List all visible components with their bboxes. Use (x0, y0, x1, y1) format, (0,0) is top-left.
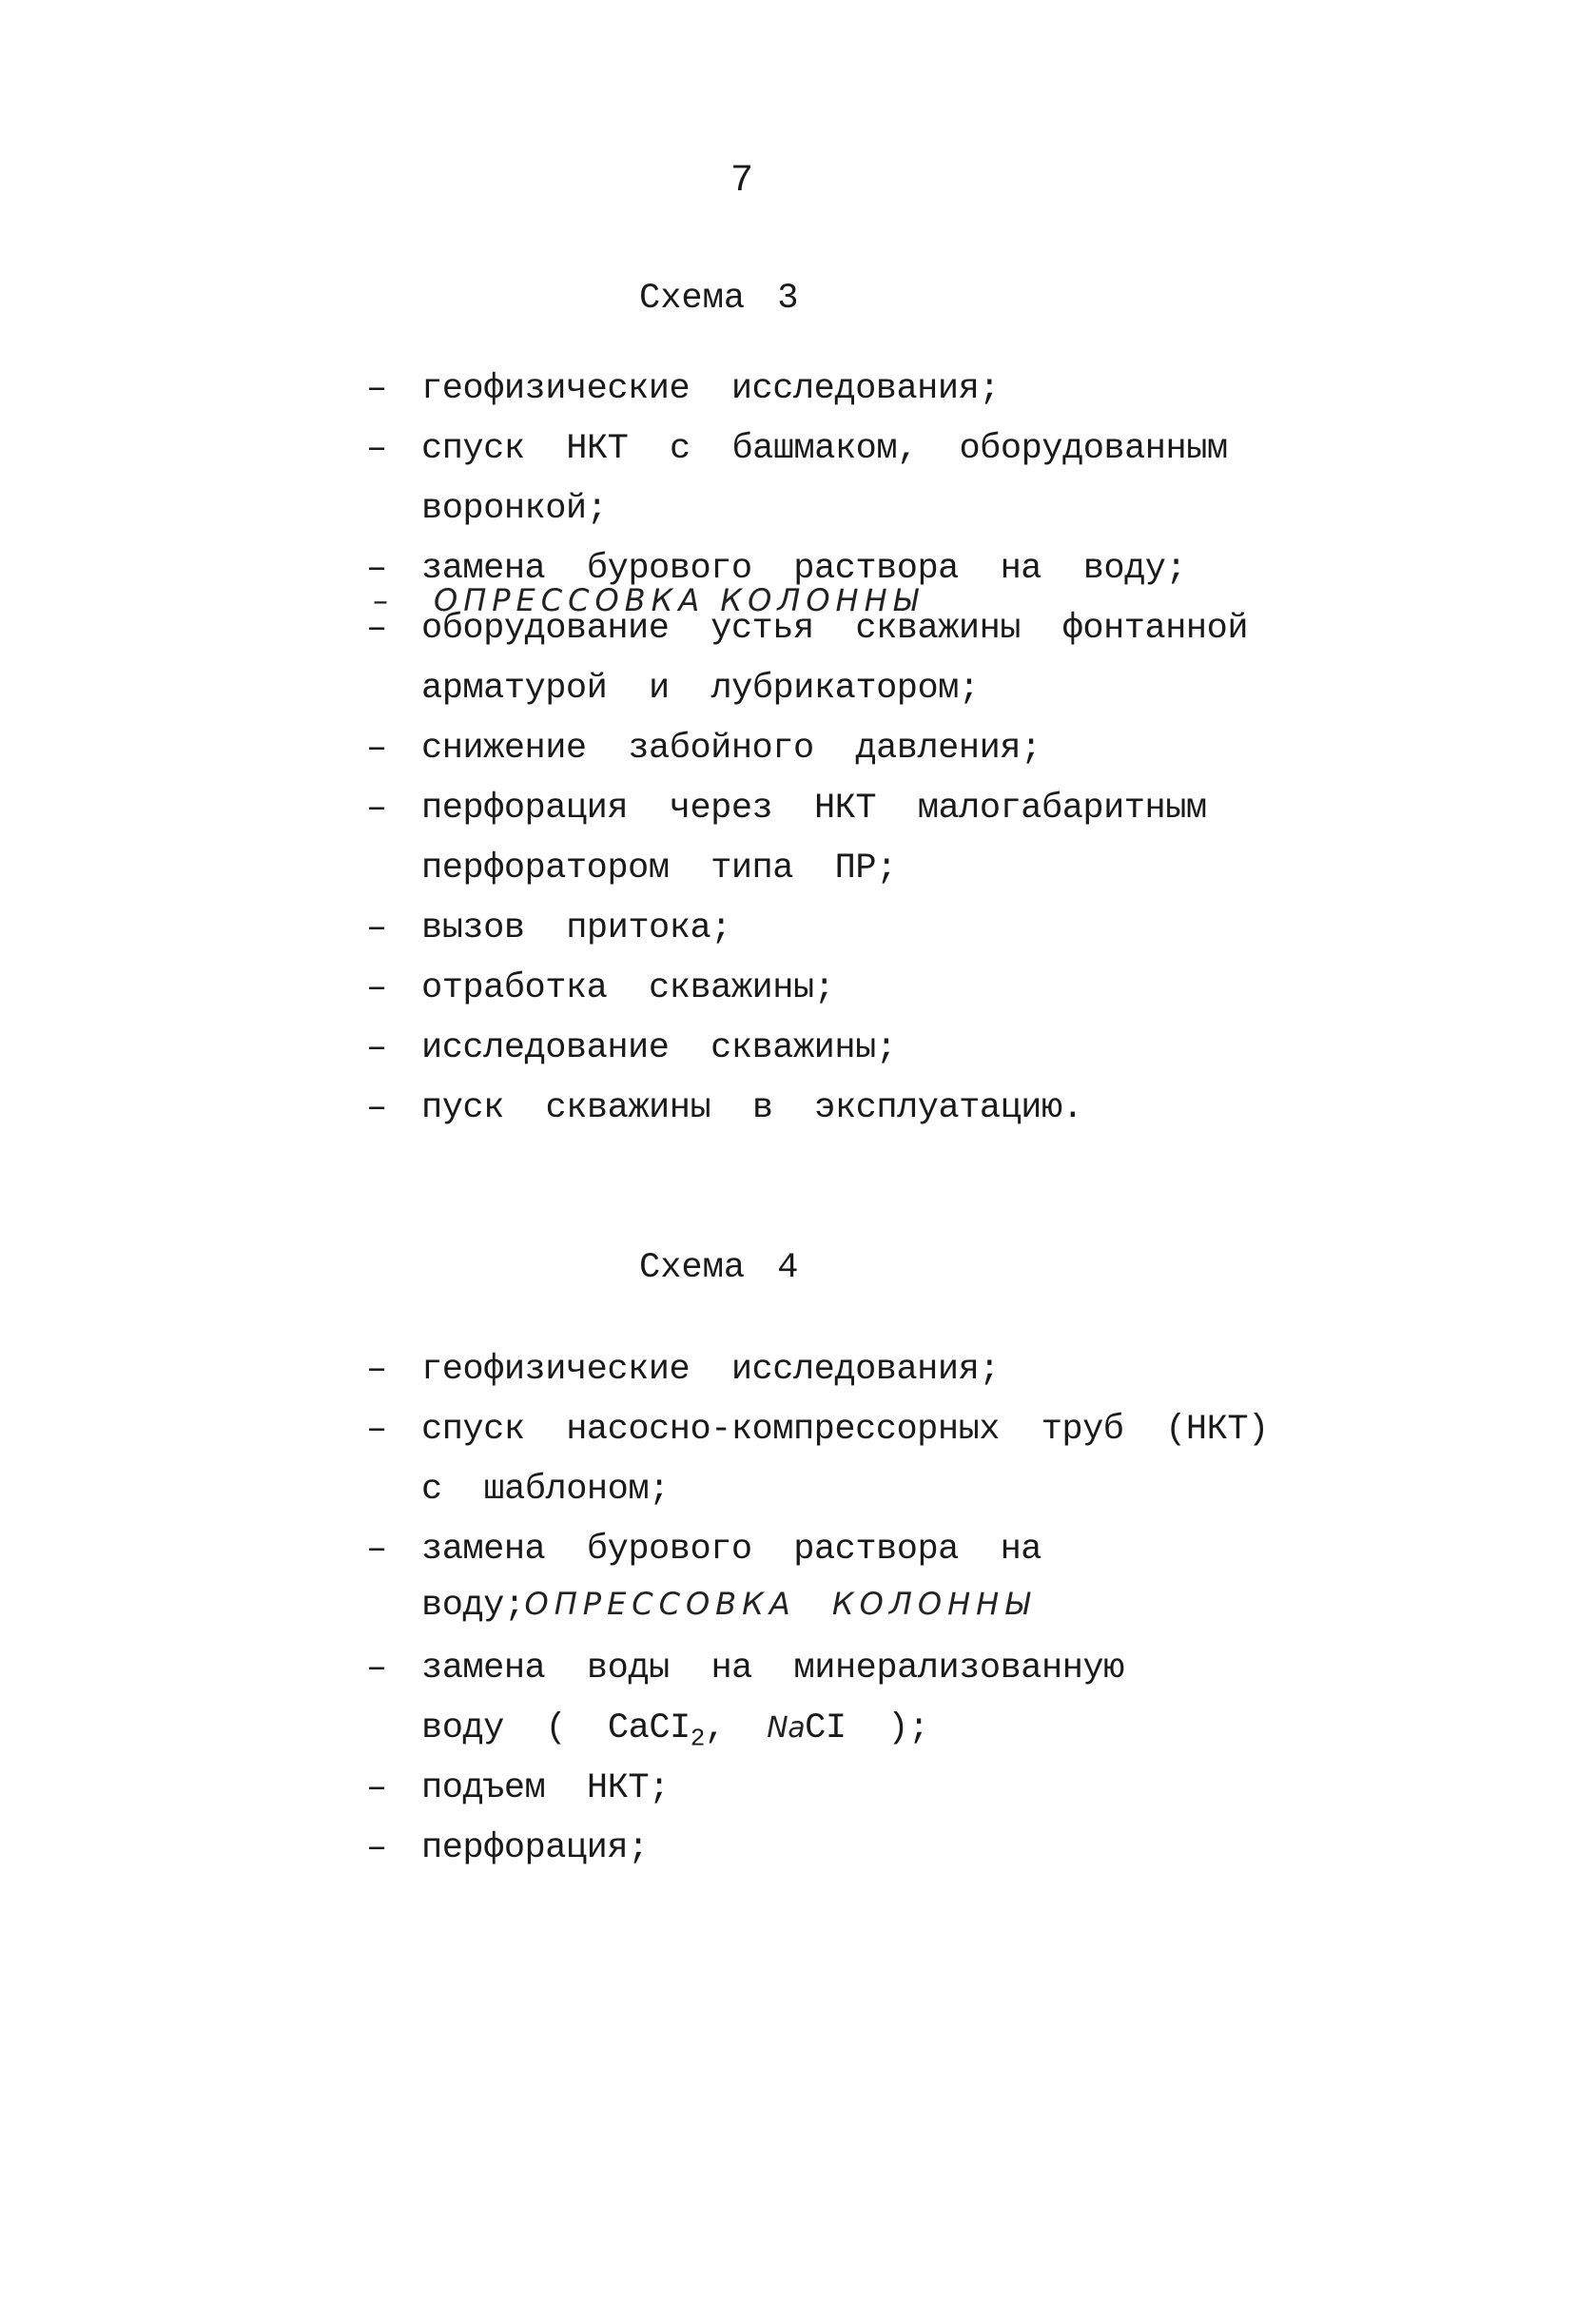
list-dash: – (366, 729, 388, 769)
handwritten-insert: ОПРЕССОВКА КОЛОННЫ (434, 582, 924, 618)
list-dash: – (366, 429, 388, 469)
list-item: вызов притока; (421, 908, 731, 948)
scheme-3-title: Схема 3 (639, 279, 799, 319)
list-dash: – (366, 968, 388, 1008)
list-item: геофизические исследования; (421, 1350, 1000, 1390)
list-item: замена бурового раствора на воду; (421, 549, 1187, 589)
list-item: спуск НКТ с башмаком, оборудованным (421, 429, 1228, 469)
list-dash: – (366, 1350, 388, 1390)
list-dash: – (366, 789, 388, 829)
formula-text: воду ( CaCI (421, 1708, 691, 1748)
list-dash: – (366, 1410, 388, 1450)
list-item: замена воды на минерализованную (421, 1649, 1124, 1688)
list-dash: – (366, 908, 388, 948)
list-item-continuation: с шаблоном; (421, 1470, 670, 1510)
list-item-continuation: воронкой; (421, 489, 608, 529)
list-dash: – (366, 369, 388, 409)
list-item-continuation (421, 1586, 1035, 1626)
list-item: спуск насосно-компрессорных труб (НКТ) (421, 1410, 1269, 1450)
list-item: геофизические исследования; (421, 369, 1000, 409)
list-dash: – (366, 1088, 388, 1128)
list-item-text: воду; (421, 1586, 525, 1626)
formula-separator: , (704, 1708, 726, 1748)
list-item: снижение забойного давления; (421, 729, 1041, 769)
handwritten-dash: – (373, 582, 388, 618)
scheme-4-title: Схема 4 (639, 1248, 799, 1288)
formula-subscript: 2 (690, 1724, 705, 1753)
list-item: оборудование устья скважины фонтанной (421, 609, 1249, 649)
list-dash: – (366, 1768, 388, 1808)
list-item: исследование скважины; (421, 1028, 897, 1068)
list-item: отработка скважины; (421, 968, 835, 1008)
list-item-continuation: перфоратором типа ПР; (421, 849, 897, 888)
list-dash: – (366, 1649, 388, 1688)
list-item: замена бурового раствора на (421, 1530, 1041, 1570)
list-dash: – (366, 549, 388, 589)
list-item: перфорация; (421, 1828, 649, 1868)
formula-tail: CI ); (805, 1708, 929, 1748)
list-item-continuation: арматурой и лубрикатором; (421, 669, 980, 709)
list-dash: – (366, 1028, 388, 1068)
list-item: подъем НКТ; (421, 1768, 670, 1808)
list-item-continuation (421, 1708, 929, 1752)
list-item: перфорация через НКТ малогабаритным (421, 789, 1207, 829)
list-dash: – (366, 609, 388, 649)
page-number: 7 (730, 160, 754, 203)
handwritten-na: Na (767, 1711, 806, 1745)
list-item: пуск скважины в эксплуатацию. (421, 1088, 1083, 1128)
list-dash: – (366, 1828, 388, 1868)
handwritten-insert: ОПРЕССОВКА КОЛОННЫ (524, 1586, 1036, 1622)
list-dash: – (366, 1530, 388, 1570)
